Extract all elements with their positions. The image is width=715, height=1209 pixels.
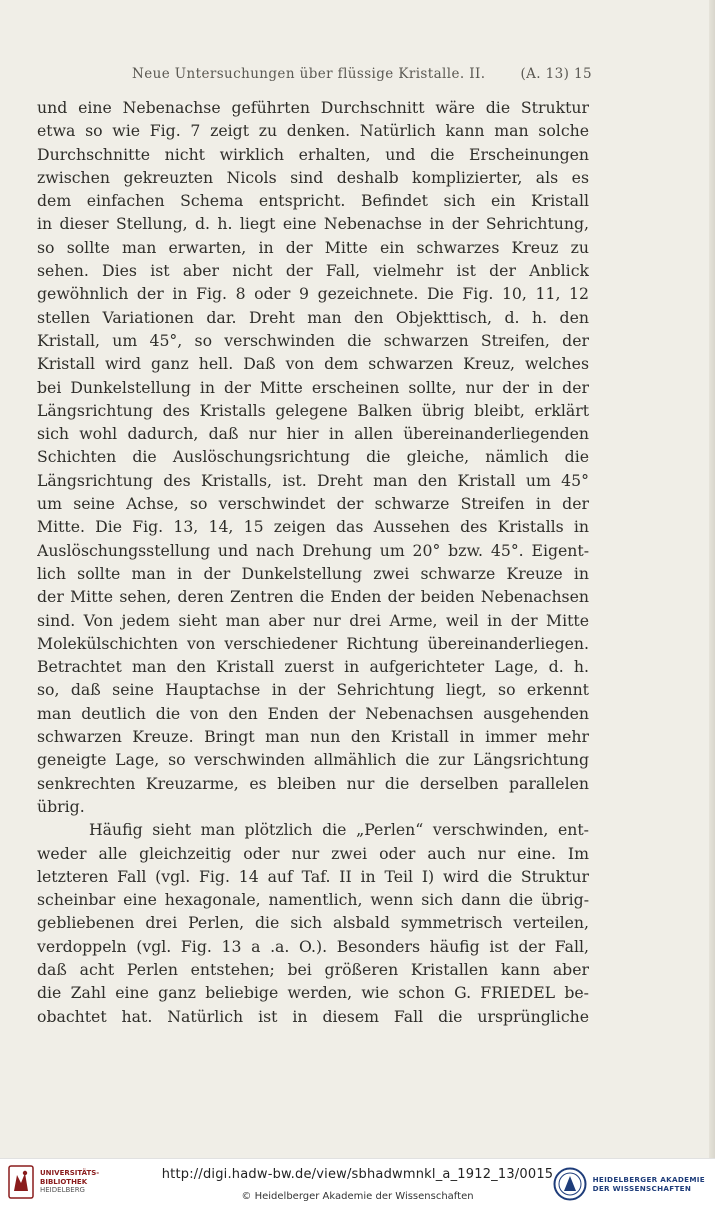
text-line: scheinbar eine hexagonale, namentlich, wenn sich dann die übrig-	[37, 890, 589, 910]
text-line: so sollte man erwarten, in der Mitte ein schwarzes Kreuz zu	[37, 237, 589, 257]
text-line: so, daß seine Hauptachse in der Sehrichtung liegt, so erkennt	[37, 680, 589, 700]
hadw-line1: HEIDELBERGER AKADEMIE	[592, 1175, 705, 1184]
footer-bar	[0, 1158, 715, 1209]
text-line: geneigte Lage, so verschwinden allmählich die zur Längsrichtung	[37, 750, 589, 770]
body-text	[37, 96, 589, 1028]
text-line: gewöhnlich der in Fig. 8 oder 9 gezeichnete. Die Fig. 10, 11, 12	[37, 284, 589, 304]
text-line: obachtet hat. Natürlich ist in diesem Fall die ursprüngliche	[37, 1006, 589, 1026]
page-edge	[709, 0, 715, 1158]
text-line: weder alle gleichzeitig oder nur zwei oder auch nur eine. Im	[37, 843, 589, 863]
text-line: stellen Variationen dar. Dreht man den Objekttisch, d. h. den	[37, 307, 589, 327]
text-line: verdoppeln (vgl. Fig. 13 a .a. O.). Besonders häufig ist der Fall,	[37, 936, 589, 956]
copyright-notice: © Heidelberger Akademie der Wissenschaften	[241, 1191, 474, 1202]
hadw-logo[interactable]	[553, 1167, 705, 1201]
text-line: Häufig sieht man plötzlich die „Perlen“ verschwinden, ent-	[89, 820, 589, 840]
text-line: sich wohl dadurch, daß nur hier in allen übereinanderliegenden	[37, 424, 589, 444]
text-line: Auslöschungsstellung und nach Drehung um 20° bzw. 45°. Eigent-	[37, 540, 589, 560]
text-line: Kristall, um 45°, so verschwinden die schwarzen Streifen, der	[37, 330, 589, 350]
text-line: Betrachtet man den Kristall zuerst in aufgerichteter Lage, d. h.	[37, 657, 589, 677]
text-line: senkrechten Kreuzarme, es bleiben nur die derselben parallelen	[37, 773, 589, 793]
text-line: schwarzen Kreuze. Bringt man nun den Kristall in immer mehr	[37, 727, 589, 747]
text-line: letzteren Fall (vgl. Fig. 14 auf Taf. II in Teil I) wird die Struktur	[37, 866, 589, 886]
permalink-url[interactable]: http://digi.hadw-bw.de/view/sbhadwmnkl_a_1912_13/0015	[161, 1167, 554, 1182]
text-line: Molekülschichten von verschiedener Richtung übereinanderliegen.	[37, 633, 589, 653]
text-line: übrig.	[37, 796, 85, 816]
text-line: Schichten die Auslöschungsrichtung die gleiche, nämlich die	[37, 447, 589, 467]
text-line: Längsrichtung des Kristalls gelegene Balken übrig bleibt, erklärt	[37, 400, 589, 420]
text-line: Durchschnitte nicht wirklich erhalten, und die Erscheinungen	[37, 144, 589, 164]
text-line: daß acht Perlen entstehen; bei größeren Kristallen kann aber	[37, 959, 589, 979]
text-line: bei Dunkelstellung in der Mitte erscheinen sollte, nur der in der	[37, 377, 589, 397]
text-line: lich sollte man in der Dunkelstellung zwei schwarze Kreuze in	[37, 563, 589, 583]
text-line: um seine Achse, so verschwindet der schwarze Streifen in der	[37, 494, 589, 514]
text-line: Längsrichtung des Kristalls, ist. Dreht man den Kristall um 45°	[37, 470, 589, 490]
academy-seal-icon	[553, 1167, 587, 1201]
hadw-line2: DER WISSENSCHAFTEN	[592, 1184, 692, 1193]
text-line: der Mitte sehen, deren Zentren die Enden der beiden Nebenachsen	[37, 587, 589, 607]
text-line: und eine Nebenachse geführten Durchschnitt wäre die Struktur	[37, 98, 589, 117]
ub-line1: UNIVERSITÄTS-	[40, 1169, 100, 1178]
text-line: gebliebenen drei Perlen, die sich alsbald symmetrisch verteilen,	[37, 913, 589, 933]
running-head-page-ref: (A. 13) 15	[520, 66, 592, 82]
ub-line3: HEIDELBERG	[40, 1186, 85, 1195]
text-line: sehen. Dies ist aber nicht der Fall, vielmehr ist der Anblick	[37, 261, 589, 281]
text-line: Kristall wird ganz hell. Daß von dem schwarzen Kreuz, welches	[37, 354, 589, 374]
text-line: etwa so wie Fig. 7 zeigt zu denken. Natürlich kann man solche	[37, 121, 589, 141]
text-line: dem einfachen Schema entspricht. Befindet sich ein Kristall	[37, 191, 589, 211]
text-line: die Zahl eine ganz beliebige werden, wie schon G. FRIEDEL be-	[37, 983, 589, 1003]
running-head	[132, 66, 592, 82]
text-line: sind. Von jedem sieht man aber nur drei Arme, weil in der Mitte	[37, 610, 589, 630]
text-line: Mitte. Die Fig. 13, 14, 15 zeigen das Aussehen des Kristalls in	[37, 517, 589, 537]
running-head-title: Neue Untersuchungen über flüssige Kristalle. II.	[132, 66, 486, 82]
text-line: man deutlich die von den Enden der Nebenachsen ausgehenden	[37, 703, 589, 723]
ub-line2: BIBLIOTHEK	[40, 1177, 88, 1186]
text-line: in dieser Stellung, d. h. liegt eine Nebenachse in der Sehrichtung,	[37, 214, 589, 234]
text-line: zwischen gekreuzten Nicols sind deshalb komplizierter, als es	[37, 167, 589, 187]
